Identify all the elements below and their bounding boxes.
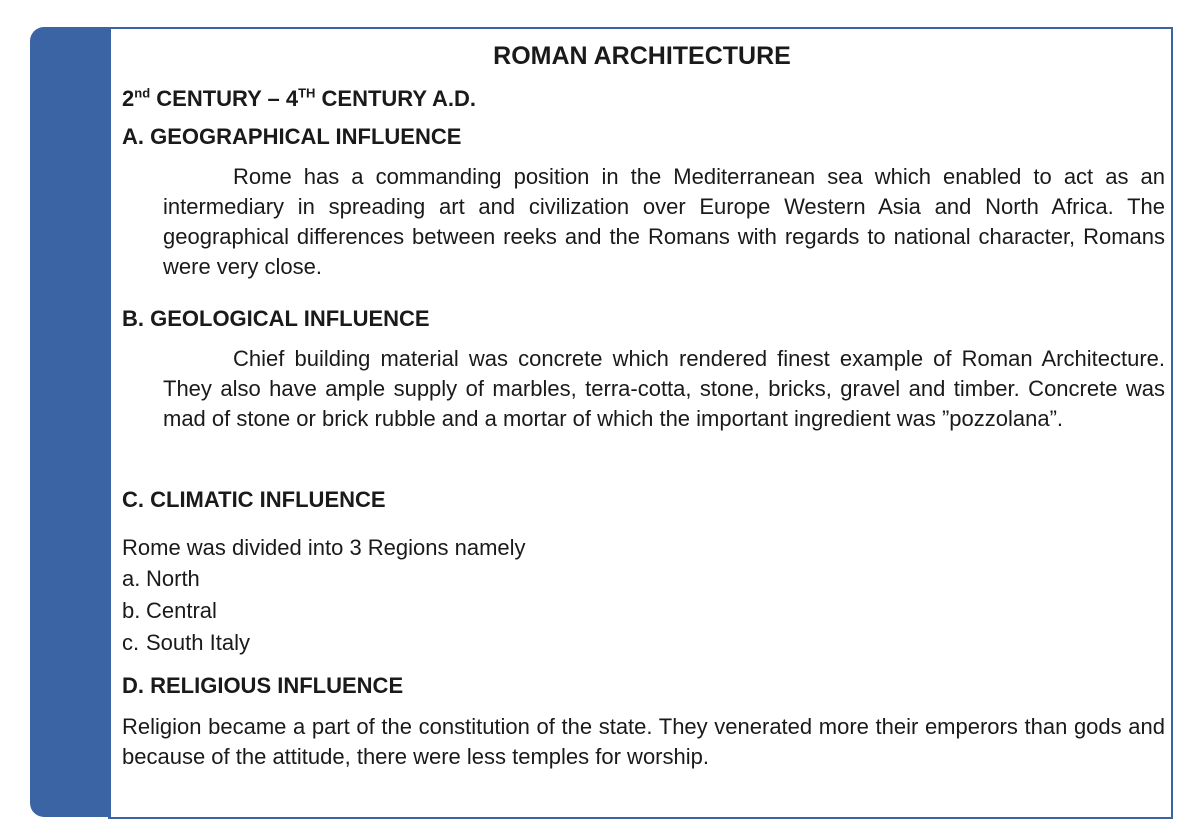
- section-heading-geographical: A. GEOGRAPHICAL INFLUENCE: [122, 124, 462, 149]
- list-item: [122, 566, 200, 592]
- section-body-geographical: Rome has a commanding position in the Mediterranean sea which enabled to act as an intermediary in spreading art and civilization over Europe Western Asia and North Africa. The geographical differences between reeks and the Romans with regards to national character, Romans were very close.: [163, 164, 1165, 279]
- list-marker: b.: [122, 598, 141, 623]
- section-heading-climatic: C. CLIMATIC INFLUENCE: [122, 487, 386, 512]
- list-item: [122, 630, 250, 656]
- sidebar-accent-bar: [30, 27, 112, 817]
- page-title: ROMAN ARCHITECTURE: [493, 42, 791, 70]
- list-marker: a.: [122, 566, 141, 591]
- list-item-text: South Italy: [146, 630, 250, 655]
- period-end-suffix: TH: [298, 85, 316, 101]
- section-body-geological: Chief building material was concrete which rendered finest example of Roman Architecture. They also have ample supply of marbles, terra-cotta, stone, bricks, gravel and timber. Concrete was mad of stone or brick rubble and a mortar of which the important ingredient was ”pozzolana”.: [163, 346, 1165, 431]
- list-item: [122, 598, 217, 624]
- section-heading-religious: D. RELIGIOUS INFLUENCE: [122, 673, 404, 698]
- period-start-number: 2: [122, 86, 135, 111]
- period-end-text: CENTURY A.D.: [315, 86, 476, 111]
- climatic-intro-text: Rome was divided into 3 Regions namely: [122, 535, 526, 560]
- period-middle-text: CENTURY – 4: [150, 86, 299, 111]
- list-marker: c.: [122, 630, 140, 655]
- list-item-text: Central: [146, 598, 217, 623]
- list-item-text: North: [146, 566, 200, 591]
- section-heading-geological: B. GEOLOGICAL INFLUENCE: [122, 306, 430, 331]
- period-start-suffix: nd: [134, 85, 151, 101]
- section-body-religious: Religion became a part of the constitution of the state. They venerated more their emperors than gods and because of the attitude, there were less temples for worship.: [122, 714, 1165, 769]
- period-heading: [122, 86, 476, 112]
